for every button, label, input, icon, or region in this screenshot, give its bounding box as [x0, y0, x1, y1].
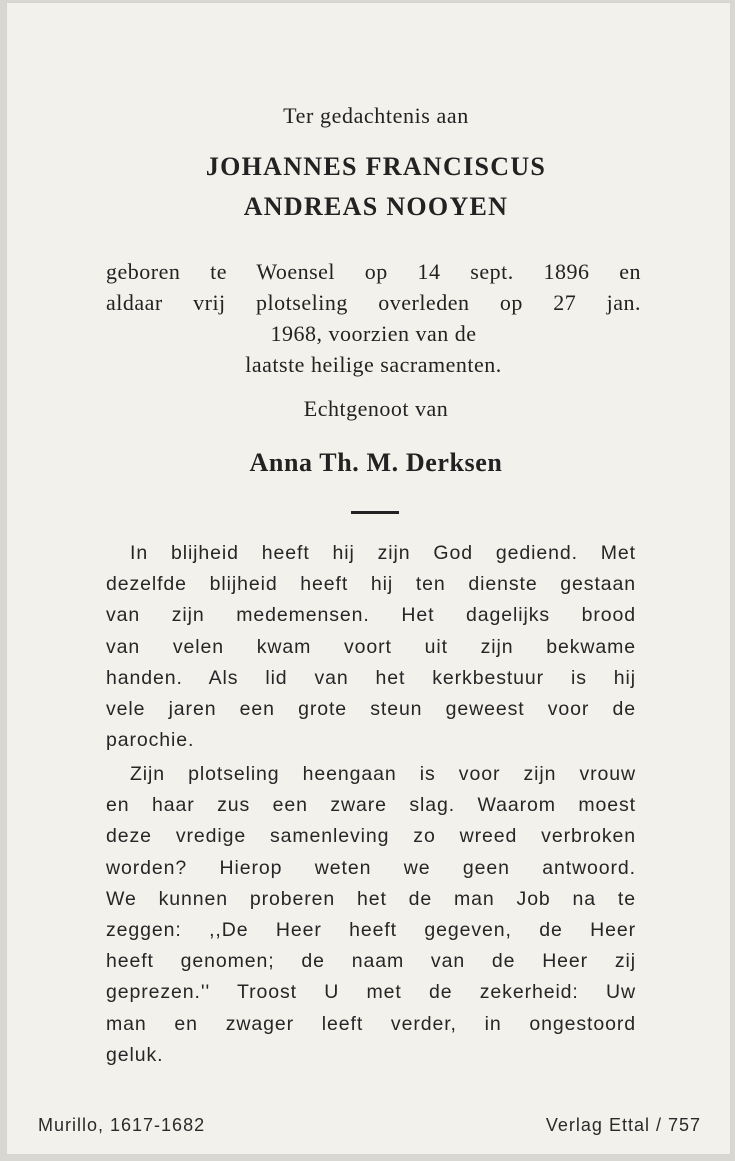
- birth-line: laatste heilige sacramenten.: [245, 352, 502, 377]
- birth-line: aldaar vrij plotseling overleden op 27 jan.: [106, 290, 641, 315]
- paragraph-line: zeggen: ,,De Heer heeft gegeven, de Heer: [106, 918, 636, 941]
- paragraph-line: deze vredige samenleving zo wreed verbroken: [106, 825, 636, 848]
- artist-credit: Murillo, 1617-1682: [38, 1115, 206, 1135]
- paragraph-line: van velen kwam voort uit zijn bekwame: [106, 635, 636, 658]
- deceased-name-line-1: JOHANNES FRANCISCUS: [205, 152, 547, 181]
- paragraph-line: man en zwager leeft verder, in ongestoord: [106, 1012, 636, 1035]
- tribute-paragraph-1: [106, 538, 636, 756]
- spouse-name: Anna Th. M. Derksen: [249, 448, 503, 477]
- paragraph-line: dezelfde blijheid heeft hij ten dienste gestaan: [106, 573, 636, 596]
- memorial-card: [6, 2, 731, 1155]
- paragraph-line: vele jaren een grote steun geweest voor de: [106, 697, 636, 720]
- birth-line: geboren te Woensel op 14 sept. 1896 en: [106, 259, 641, 284]
- birth-death-details: [106, 256, 641, 380]
- intro-text: Ter gedachtenis aan: [283, 103, 469, 128]
- paragraph-line: geluk.: [106, 1043, 164, 1066]
- paragraph-line: We kunnen proberen het de man Job na te: [106, 887, 636, 910]
- divider-rule: [351, 511, 399, 514]
- paragraph-line: worden? Hierop weten we geen antwoord.: [106, 856, 636, 879]
- paragraph-line: heeft genomen; de naam van de Heer zij: [106, 950, 636, 973]
- paragraph-line: Zijn plotseling heengaan is voor zijn vrouw: [130, 763, 636, 785]
- paragraph-line: van zijn medemensen. Het dagelijks brood: [106, 604, 636, 627]
- birth-line: 1968, voorzien van de: [270, 321, 477, 346]
- tribute-paragraph-2: [106, 759, 636, 1071]
- paragraph-line: In blijheid heeft hij zijn God gediend. Met: [130, 542, 636, 564]
- paragraph-line: handen. Als lid van het kerkbestuur is hij: [106, 666, 636, 689]
- paragraph-line: geprezen.'' Troost U met de zekerheid: Uw: [106, 981, 636, 1004]
- paragraph-line: parochie.: [106, 729, 195, 752]
- paragraph-line: en haar zus een zware slag. Waarom moest: [106, 794, 636, 817]
- publisher-credit: Verlag Ettal / 757: [545, 1115, 701, 1135]
- spouse-label: Echtgenoot van: [303, 396, 449, 421]
- deceased-name-line-2: ANDREAS NOOYEN: [243, 192, 509, 221]
